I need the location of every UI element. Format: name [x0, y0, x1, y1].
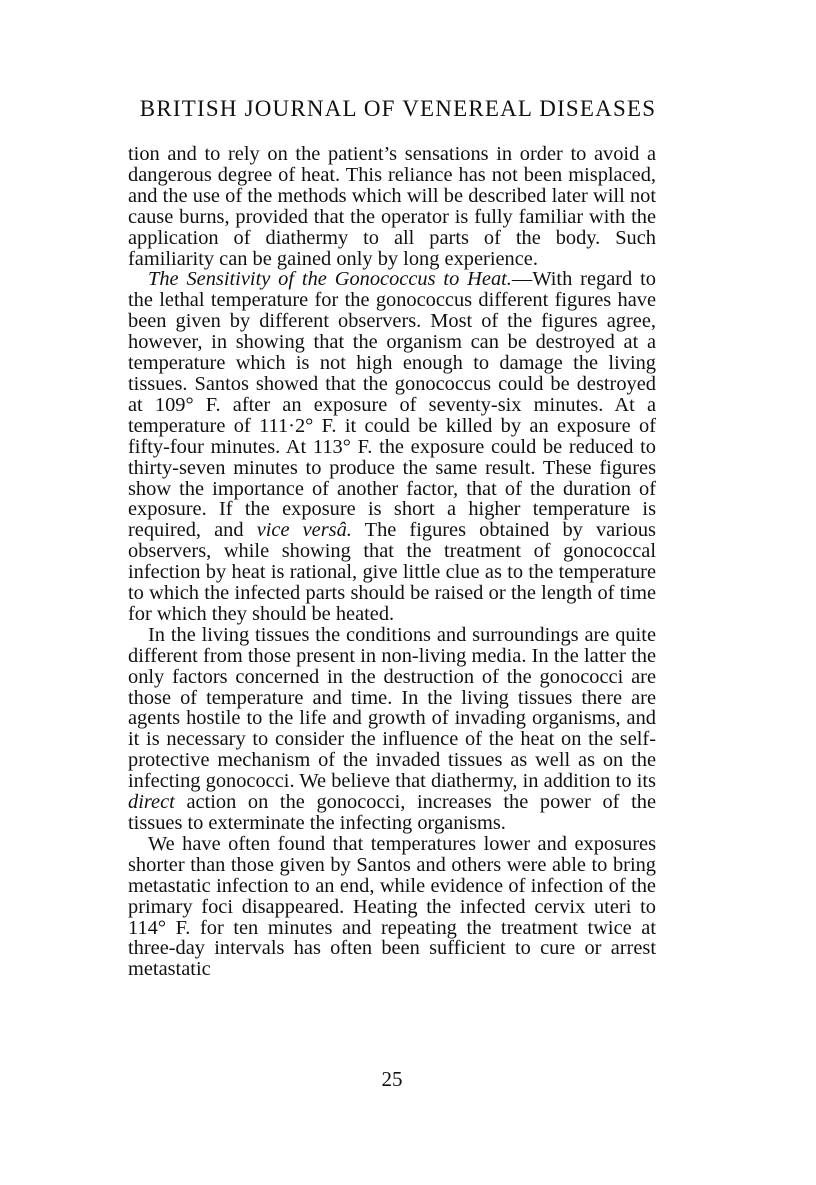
article-body [128, 144, 656, 980]
paragraph-gonococcus-sensitivity [128, 269, 656, 624]
paragraph-text: action on the gonococci, increases the power of the tissues to exterminate the infecting organisms. [128, 791, 656, 834]
italic-phrase: vice versâ. [256, 519, 352, 542]
section-heading: The Sensitivity of the Gonococcus to Heat. [148, 268, 512, 291]
running-head: BRITISH JOURNAL OF VENEREAL DISEASES [139, 96, 657, 121]
paragraph-continuation: tion and to rely on the patient’s sensations in order to avoid a dangerous degree of heat. This reliance has not been misplaced, and the use of the methods which will be described later will not cause burns, provided that the operator is fully familiar with the application of diathermy to all parts of the body. Such familiarity can be gained only by long experience. [128, 143, 656, 270]
page-number: 25 [381, 1067, 403, 1091]
paragraph-living-tissues [128, 625, 656, 834]
paragraph-text: In the living tissues the conditions and surroundings are quite different from those present in non-living media. In the latter the only factors concerned in the destruction of the gonococci are those of temperature and time. In the living tissues there are agents hostile to the life and growth of invading organisms, and it is necessary to consider the influence of the heat on the self-protective mechanism of the invaded tissues as well as on the infecting gonococci. We believe that diathermy, in addition to its [128, 623, 656, 793]
paragraph-text: —With regard to the lethal temperature for the gonococcus different figures have been given by different observers. Most of the figures agree, however, in showing that the organism can be destroyed at a temperature which is not high enough to damage the living tissues. Santos showed that the gonococcus could be destroyed at 109° F. after an exposure of seventy-six minutes. At a temperature of 111·2° F. it could be killed by an exposure of fifty-four minutes. At 113° F. the exposure could be reduced to thirty-seven minutes to produce the same result. These figures show the importance of another factor, that of the duration of exposure. If the exposure is short a higher temperature is required, and [128, 268, 656, 542]
paragraph-lower-temperatures: We have often found that temperatures lower and exposures shorter than those given by Santos and others were able to bring metastatic infection to an end, while evidence of infection of the primary foci disappeared. Heating the infected cervix uteri to 114° F. for ten minutes and repeating the treatment twice at three-day intervals has often been sufficient to cure or arrest metastatic [128, 832, 656, 981]
italic-word: direct [128, 791, 175, 814]
paragraph-text: The figures obtained by various observers, while showing that the treatment of gonococcal infection by heat is rational, give little clue as to the temperature to which the infected parts should be raised or the length of time for which they should be heated. [128, 519, 656, 625]
